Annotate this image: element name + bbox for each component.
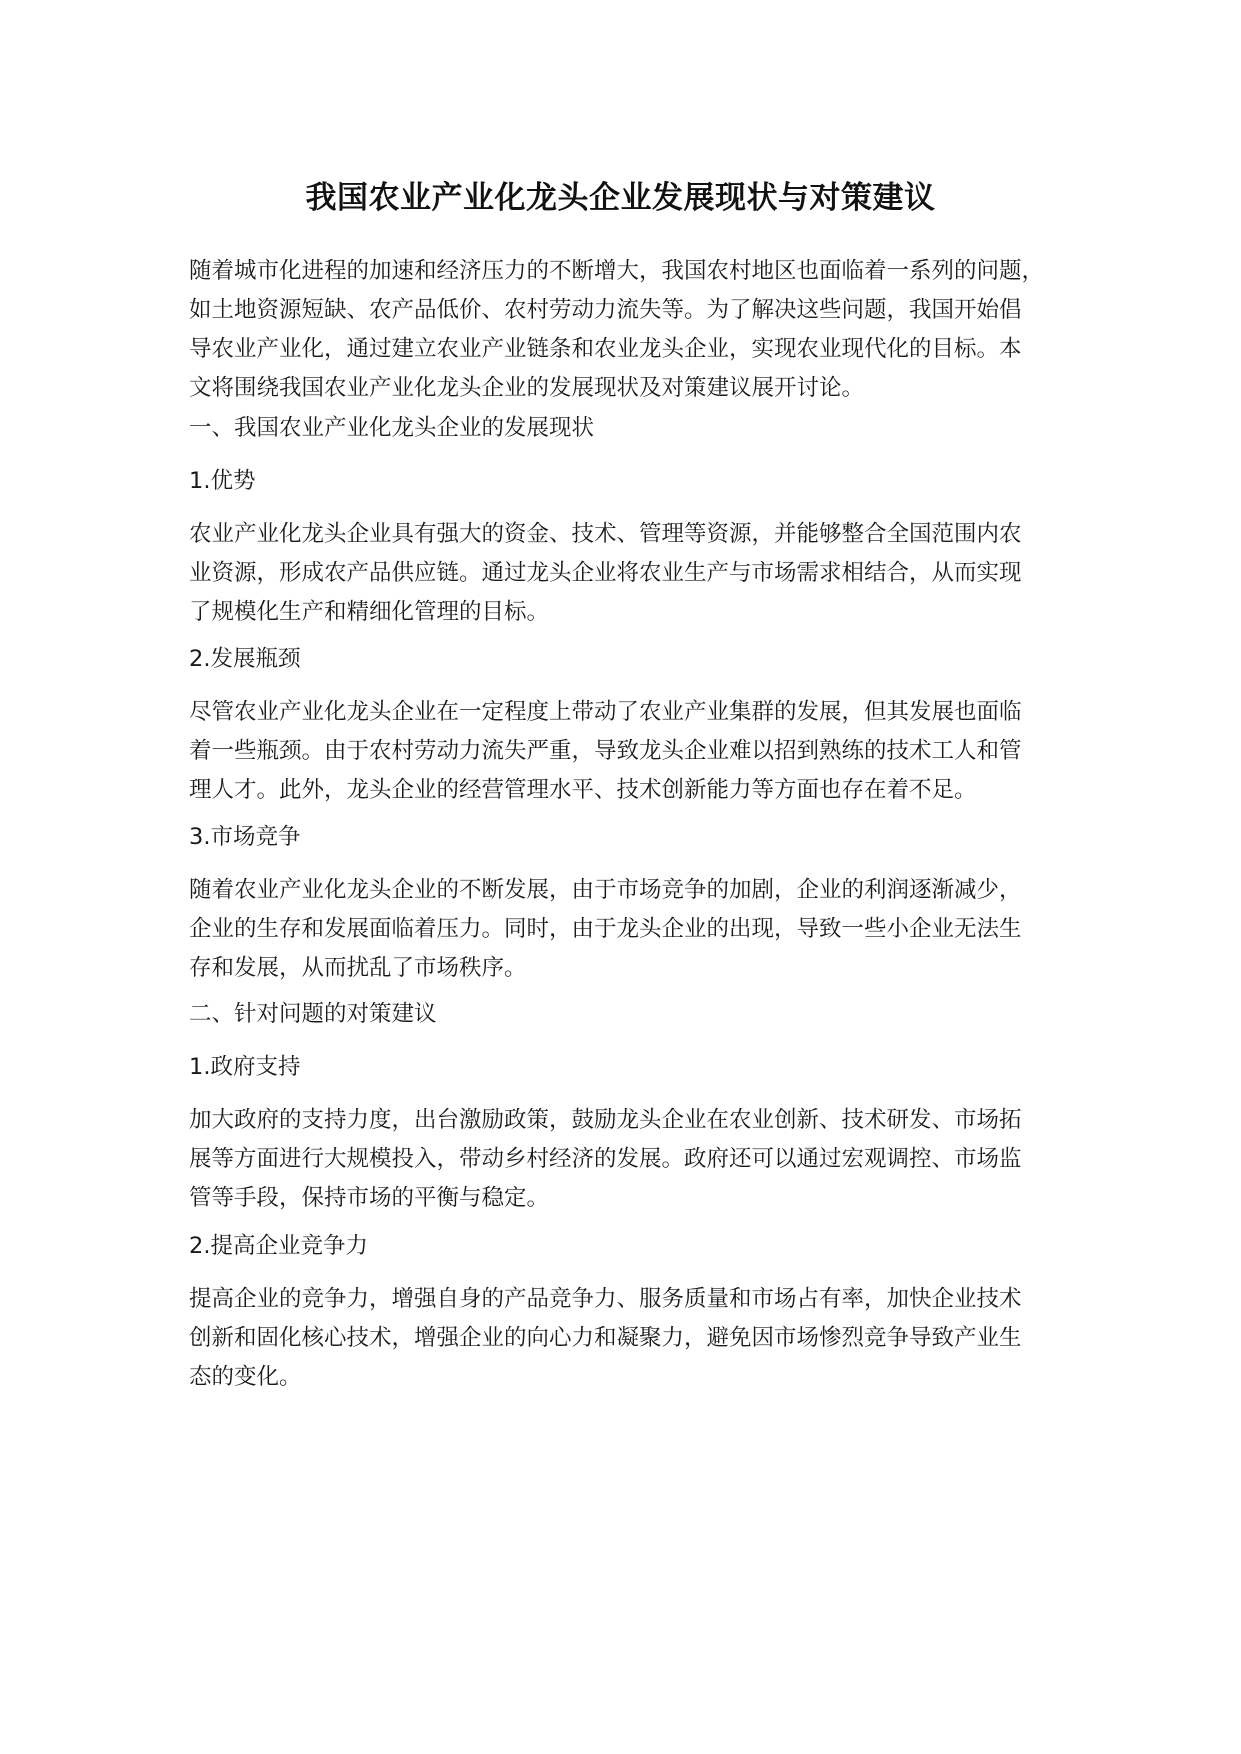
subsection-bottleneck-paragraph: 尽管农业产业化龙头企业在一定程度上带动了农业产业集群的发展，但其发展也面临 着一些瓶颈。由于农村劳动力流失严重，导致龙头企业难以招到熟练的技术工人和管 理人才。此外，龙头企业的经营管理水平、技术创新能力等方面也存在着不足。 [189, 699, 1022, 803]
section-2-heading: 二、针对问题的对策建议 [189, 1001, 437, 1027]
subsection-gov-support-heading: 1.政府支持 [189, 1054, 301, 1080]
subsection-bottleneck-heading: 2.发展瓶颈 [189, 646, 301, 672]
section-1-heading: 一、我国农业产业化龙头企业的发展现状 [189, 415, 595, 441]
subsection-competition-heading: 3.市场竞争 [189, 824, 301, 850]
document-title: 我国农业产业化龙头企业发展现状与对策建议 [305, 180, 936, 216]
subsection-advantages-paragraph: 农业产业化龙头企业具有强大的资金、技术、管理等资源，并能够整合全国范围内农 业资源，形成农产品供应链。通过龙头企业将农业生产与市场需求相结合，从而实现 了规模化生产和精细化管理的目标。 [189, 521, 1022, 625]
subsection-competitiveness-heading: 2.提高企业竞争力 [189, 1233, 368, 1259]
subsection-competitiveness-paragraph: 提高企业的竞争力，增强自身的产品竞争力、服务质量和市场占有率，加快企业技术 创新和固化核心技术，增强企业的向心力和凝聚力，避免因市场惨烈竞争导致产业生 态的变化。 [189, 1286, 1022, 1390]
subsection-competition-paragraph: 随着农业产业化龙头企业的不断发展，由于市场竞争的加剧，企业的利润逐渐减少， 企业的生存和发展面临着压力。同时，由于龙头企业的出现，导致一些小企业无法生 存和发展，从而扰乱了市场秩序。 [189, 877, 1022, 981]
intro-paragraph: 随着城市化进程的加速和经济压力的不断增大，我国农村地区也面临着一系列的问题， 如土地资源短缺、农产品低价、农村劳动力流失等。为了解决这些问题，我国开始倡 导农业产业化，通过建立农业产业链条和农业龙头企业，实现农业现代化的目标。本 文将围绕我国农业产业化龙头企业的发展现状及对策建议展开讨论。 [189, 258, 1045, 401]
subsection-advantages-heading: 1.优势 [189, 468, 256, 494]
subsection-gov-support-paragraph: 加大政府的支持力度，出台激励政策，鼓励龙头企业在农业创新、技术研发、市场拓 展等方面进行大规模投入，带动乡村经济的发展。政府还可以通过宏观调控、市场监 管等手段，保持市场的平衡与稳定。 [189, 1107, 1022, 1211]
